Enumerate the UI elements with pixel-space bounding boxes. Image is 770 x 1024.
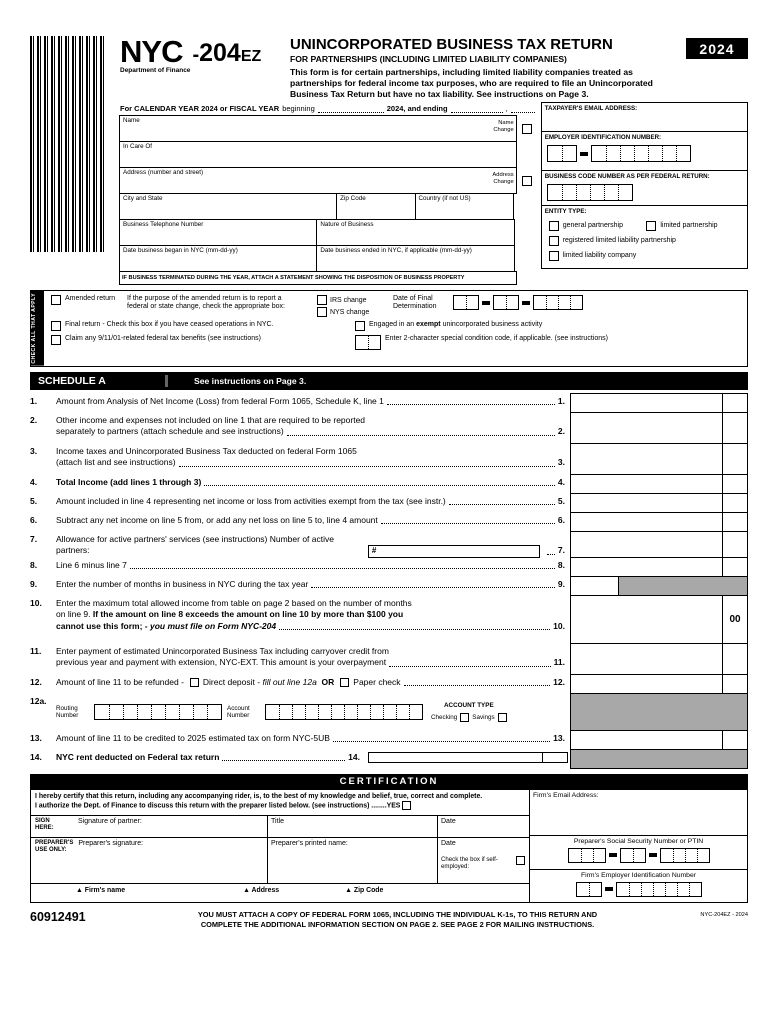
plate-number: 60912491	[30, 909, 86, 924]
business-terminated-notice: IF BUSINESS TERMINATED DURING THE YEAR, ATTACH A STATEMENT SHOWING THE DISPOSITION OF BUSINESS PROPERTY	[119, 271, 517, 285]
line-5-amount-field[interactable]	[570, 493, 748, 513]
entity-type-general-partnership[interactable]: general partnership	[549, 221, 647, 231]
form-intro-paragraph: This form is for certain partnerships, including limited liability companies treated as partnerships for federal income tax purposes, who are required to file an Unincorporated Business Tax Return but have no tax liability. See instructions on Page 3.	[290, 67, 653, 99]
entity-type-limited-partnership[interactable]: limited partnership	[646, 221, 744, 231]
nys-change-checkbox[interactable]	[317, 307, 327, 317]
line-10-cents-value: 00	[729, 613, 741, 625]
special-condition-code-label: Enter 2-character special condition code, if applicable. (see instructions)	[385, 335, 608, 342]
date-ended-field[interactable]	[316, 245, 514, 272]
firm-ein-prefix-field[interactable]	[576, 882, 602, 897]
business-code-label: BUSINESS CODE NUMBER AS PER FEDERAL RETURN:	[544, 173, 710, 180]
savings-checkbox[interactable]	[498, 713, 507, 722]
address-change-label: Address Change	[492, 172, 514, 185]
claim-911-benefits-label: Claim any 9/11/01-related federal tax benefits (see instructions)	[65, 335, 261, 342]
preparer-printed-name-field[interactable]: Preparer's printed name:	[267, 838, 437, 883]
dot-leader	[179, 466, 555, 467]
final-determination-day-field[interactable]	[493, 295, 519, 310]
line-9-months-field[interactable]	[571, 577, 619, 595]
page-footer	[30, 910, 748, 931]
address-label: Address (number and street)	[123, 169, 204, 176]
active-partners-count-field[interactable]: #	[368, 545, 540, 558]
exempt-activity-checkbox[interactable]	[355, 321, 365, 331]
barcode	[30, 36, 106, 252]
ssn-dash	[649, 853, 657, 857]
name-label: Name	[123, 117, 140, 124]
preparer-ssn-part1-field[interactable]	[568, 848, 606, 863]
authorize-preparer-yes-checkbox[interactable]	[402, 801, 411, 810]
final-return-row	[51, 321, 742, 331]
final-return-checkbox[interactable]	[51, 321, 61, 331]
preparers-use-only-label: PREPARER'S USE ONLY:	[35, 839, 74, 853]
nature-of-business-label: Nature of Business	[320, 221, 374, 228]
amended-return-checkbox[interactable]	[51, 295, 61, 305]
form-number: -204EZ	[192, 39, 262, 67]
firm-email-field[interactable]: Firm's Email Address:	[530, 790, 747, 836]
form-reference: NYC-204EZ - 2024	[700, 911, 748, 918]
schedule-a-header	[30, 372, 748, 390]
line-4-amount-field[interactable]	[570, 474, 748, 494]
schedule-line-12: 12. Amount of line 11 to be refunded - Direct deposit - fill out line 12a OR Paper check 12.	[30, 674, 748, 694]
line-12-amount-field[interactable]	[570, 674, 748, 694]
preparer-row	[31, 838, 529, 884]
ein-prefix-field[interactable]	[547, 145, 577, 162]
country-field[interactable]	[415, 193, 514, 220]
line-10-amount-field[interactable]	[570, 595, 748, 644]
certification-statement: I hereby certify that this return, including any accompanying rider, is, to the best of my knowledge and belief, true, correct and complete. I authorize the Dept. of Finance to discuss this return with the preparer listed below. (see instructions) ........YES	[31, 790, 529, 816]
schedule-line-3: 3. Income taxes and Unincorporated Business Tax deducted on federal Form 1065 (attach list and see instructions) 3.	[30, 443, 748, 475]
schedule-a-title: SCHEDULE A	[30, 375, 168, 387]
irs-change-option[interactable]: IRS change	[317, 295, 389, 305]
entity-type-label: ENTITY TYPE:	[544, 208, 587, 215]
schedule-line-11: 11. Enter payment of estimated Unincorporated Business Tax including carryover credit from previous year and payment with extension, NYC-EXT. This amount is your overpayment 11.	[30, 643, 748, 675]
period-comma: ,	[505, 104, 508, 113]
ein-dash	[605, 887, 613, 891]
preparer-ssn-part2-field[interactable]	[620, 848, 646, 863]
line-9-shaded-area	[570, 576, 748, 596]
nys-change-option[interactable]: NYS change	[317, 307, 389, 317]
dot-leader	[311, 587, 555, 588]
ein-label: EMPLOYER IDENTIFICATION NUMBER:	[544, 134, 662, 141]
schedule-line-9: 9. Enter the number of months in business in NYC during the tax year 9.	[30, 576, 748, 596]
self-employed-option: Check the box if self-employed:	[441, 856, 525, 871]
right-panel	[541, 102, 748, 285]
attachment-notice: YOU MUST ATTACH A COPY OF FEDERAL FORM 1065, INCLUDING THE INDIVIDUAL K-1s, TO THIS RETURN AND COMPLETE THE ADDITIONAL INFORMATION SECTION ON PAGE 2. SEE PAGE 2 FOR MAILING INSTRUCTIONS.	[197, 909, 598, 929]
in-care-of-field[interactable]	[119, 141, 517, 168]
partner-signature-field[interactable]: Signature of partner:	[78, 817, 142, 825]
department-label: Department of Finance	[120, 66, 191, 74]
address-change-checkbox[interactable]	[522, 176, 532, 186]
schedule-line-2: 2. Other income and expenses not included on line 1 that are required to be reported separately to partners (attach schedule and see instructions) 2.	[30, 412, 748, 444]
schedule-line-10: 10. Enter the maximum total allowed income from table on page 2 based on the number of months on line 9. If the amount on line 8 exceeds the amount on line 10 by more than $100 you cannot use this form; - you must file on Form NYC-204 10. 00	[30, 595, 748, 644]
dates-row	[120, 246, 535, 272]
business-phone-label: Business Telephone Number	[123, 221, 204, 228]
zip-code-label: Zip Code	[340, 195, 366, 202]
special-condition-code-field[interactable]	[355, 335, 381, 350]
final-determination-month-field[interactable]	[453, 295, 479, 310]
partner-title-field[interactable]: Title	[267, 816, 437, 837]
schedule-line-4: 4. Total Income (add lines 1 through 3) 4.	[30, 474, 748, 494]
schedule-line-5: 5. Amount included in line 4 representing net income or loss from activities exempt from the tax (see instr.) 5.	[30, 493, 748, 513]
period-begin-field[interactable]	[318, 105, 384, 113]
date-began-label: Date business began in NYC (mm-dd-yy)	[123, 247, 238, 254]
claim-911-row	[51, 335, 742, 350]
schedule-a-lines	[30, 393, 748, 769]
account-number-field[interactable]	[265, 704, 423, 720]
dot-leader	[333, 741, 550, 742]
form-title: UNINCORPORATED BUSINESS TAX RETURN	[290, 36, 613, 53]
final-return-label: Final return - Check this box if you have ceased operations in NYC.	[65, 321, 274, 328]
firm-info-row	[31, 884, 529, 902]
self-employed-checkbox[interactable]	[516, 856, 525, 865]
dot-leader	[204, 485, 555, 486]
address-row	[120, 168, 535, 194]
date-dash	[482, 301, 490, 305]
nyc-logo-text: NYC	[120, 34, 183, 69]
check-all-that-apply-section	[30, 290, 748, 367]
limited-partnership-checkbox[interactable]	[646, 221, 656, 231]
line-3-amount-field[interactable]	[570, 443, 748, 475]
zip-code-field[interactable]	[336, 193, 415, 220]
in-care-of-row	[120, 142, 535, 168]
direct-deposit-checkbox[interactable]	[190, 678, 199, 687]
preparer-signature-field[interactable]: Preparer's signature:	[78, 839, 144, 847]
line-11-amount-field[interactable]	[570, 643, 748, 675]
check-all-sidebar-label: CHECK ALL THAT APPLY	[31, 291, 44, 366]
ein-dash	[580, 152, 588, 156]
taxpayer-email-field[interactable]	[541, 102, 748, 132]
dot-leader	[381, 523, 555, 524]
line-12a-shaded-area	[570, 693, 748, 731]
preparer-ssn-ptin-box: Preparer's Social Security Number or PTIN	[530, 836, 747, 870]
schedule-line-8: 8. Line 6 minus line 7 8.	[30, 557, 748, 577]
name-field[interactable]	[119, 115, 517, 142]
schedule-line-7: 7. Allowance for active partners' services (see instructions) Number of active partners: # 7.	[30, 531, 748, 558]
dot-leader	[279, 629, 550, 630]
preparer-date-field[interactable]: Date Check the box if self-employed:	[437, 838, 529, 883]
city-state-label: City and State	[123, 195, 163, 202]
dot-leader	[547, 554, 555, 555]
firm-ein-box: Firm's Employer Identification Number	[530, 870, 747, 902]
firm-zip-label: ▲ Zip Code	[345, 886, 384, 894]
schedule-line-1: 1. Amount from Analysis of Net Income (Loss) from federal Form 1065, Schedule K, line 1 1.	[30, 393, 748, 413]
name-change-label: Name Change	[493, 120, 514, 133]
line-2-amount-field[interactable]	[570, 412, 748, 444]
country-label: Country (if not US)	[418, 195, 471, 202]
header-section	[30, 36, 748, 285]
date-ended-label: Date business ended in NYC, if applicable (mm-dd-yy)	[320, 247, 472, 254]
irs-change-checkbox[interactable]	[317, 295, 327, 305]
firm-name-label: ▲ Firm's name	[76, 886, 126, 894]
partner-date-field[interactable]: Date	[437, 816, 529, 837]
city-zip-country-row	[120, 194, 535, 220]
partner-signature-row	[31, 816, 529, 838]
schedule-line-13: 13. Amount of line 11 to be credited to 2025 estimated tax on form NYC-5UB 13.	[30, 730, 748, 750]
form-subtitle: FOR PARTNERSHIPS (INCLUDING LIMITED LIABILITY COMPANIES)	[290, 54, 567, 64]
sign-here-label: SIGN HERE:	[35, 817, 54, 831]
account-number-label: Account Number	[227, 704, 250, 720]
line-14-shaded-area	[570, 749, 748, 769]
line-1-amount-field[interactable]	[570, 393, 748, 413]
schedule-line-6: 6. Subtract any net income on line 5 from, or add any net loss on line 5 to, line 4 amount 6.	[30, 512, 748, 532]
period-end-year-field[interactable]	[511, 105, 535, 113]
terminated-notice-row	[120, 272, 535, 285]
line-8-amount-field[interactable]	[570, 557, 748, 577]
ein-box	[541, 131, 748, 171]
business-code-box	[541, 170, 748, 206]
tax-period-line	[120, 104, 535, 113]
dot-leader	[449, 504, 555, 505]
dot-leader	[389, 666, 551, 667]
amended-return-row	[51, 295, 742, 317]
exempt-activity-label: Engaged in an exempt unincorporated business activity	[369, 321, 543, 328]
period-beginning-label: beginning	[282, 104, 315, 113]
name-change-checkbox[interactable]	[522, 124, 532, 134]
firm-address-label: ▲ Address	[243, 886, 280, 894]
entity-type-llc[interactable]: limited liability company	[549, 251, 744, 261]
line-14-amount-field[interactable]	[368, 752, 568, 763]
date-of-final-determination-label: Date of Final Determination	[393, 295, 437, 311]
tax-year-badge: 2024	[686, 38, 748, 59]
dot-leader	[404, 685, 551, 686]
line-7-amount-field[interactable]	[570, 531, 748, 558]
checking-checkbox[interactable]	[460, 713, 469, 722]
period-label: For CALENDAR YEAR 2024 or FISCAL YEAR	[120, 104, 280, 113]
account-type-label: ACCOUNT TYPE	[443, 701, 494, 709]
ein-suffix-field[interactable]	[591, 145, 691, 162]
taxpayer-email-label: TAXPAYER'S EMAIL ADDRESS:	[544, 105, 638, 112]
firm-ein-suffix-field[interactable]	[616, 882, 702, 897]
address-field[interactable]	[119, 167, 517, 194]
dot-leader	[287, 435, 555, 436]
certification-header: CERTIFICATION	[30, 774, 748, 789]
routing-number-field[interactable]	[94, 704, 222, 720]
period-mid-label: 2024, and ending	[386, 104, 448, 113]
routing-number-label: Routing Number	[56, 704, 79, 720]
line-13-amount-field[interactable]	[570, 730, 748, 750]
amended-return-label: Amended return	[65, 295, 116, 302]
general-partnership-checkbox[interactable]	[549, 221, 559, 231]
period-end-field[interactable]	[451, 105, 503, 113]
city-state-field[interactable]	[119, 193, 337, 220]
entity-type-box	[541, 205, 748, 269]
certification-section	[30, 789, 748, 903]
ssn-dash	[609, 853, 617, 857]
nyc-dof-logo	[120, 36, 280, 100]
paper-check-checkbox[interactable]	[340, 678, 349, 687]
date-began-field[interactable]	[119, 245, 317, 272]
schedule-line-12a: 12a. Routing Number Account Number ACCOUNT TYPE Checking Savings	[30, 693, 748, 731]
account-type-group: ACCOUNT TYPE Checking Savings	[431, 702, 507, 723]
dot-leader	[387, 404, 555, 405]
name-row	[120, 116, 535, 142]
schedule-line-14: 14. NYC rent deducted on Federal tax return 14.	[30, 749, 748, 769]
final-determination-year-field[interactable]	[533, 295, 583, 310]
line-6-amount-field[interactable]	[570, 512, 748, 532]
schedule-a-subtitle: See instructions on Page 3.	[194, 375, 307, 386]
business-phone-field[interactable]	[119, 219, 317, 246]
taxpayer-info-grid	[120, 116, 535, 285]
phone-nature-row	[120, 220, 535, 246]
nature-of-business-field[interactable]	[316, 219, 514, 246]
dot-leader	[130, 568, 555, 569]
date-dash	[522, 301, 530, 305]
in-care-of-label: In Care Of	[123, 143, 153, 150]
dot-leader	[222, 760, 345, 761]
llc-checkbox[interactable]	[549, 251, 559, 261]
entity-type-registered-llp[interactable]: registered limited liability partnership	[549, 236, 744, 246]
business-code-field[interactable]	[547, 184, 633, 201]
registered-llp-checkbox[interactable]	[549, 236, 559, 246]
claim-911-benefits-checkbox[interactable]	[51, 335, 61, 345]
preparer-ssn-part3-field[interactable]	[660, 848, 710, 863]
amended-return-description: If the purpose of the amended return is to report a federal or state change, check the appropriate box:	[127, 295, 285, 311]
